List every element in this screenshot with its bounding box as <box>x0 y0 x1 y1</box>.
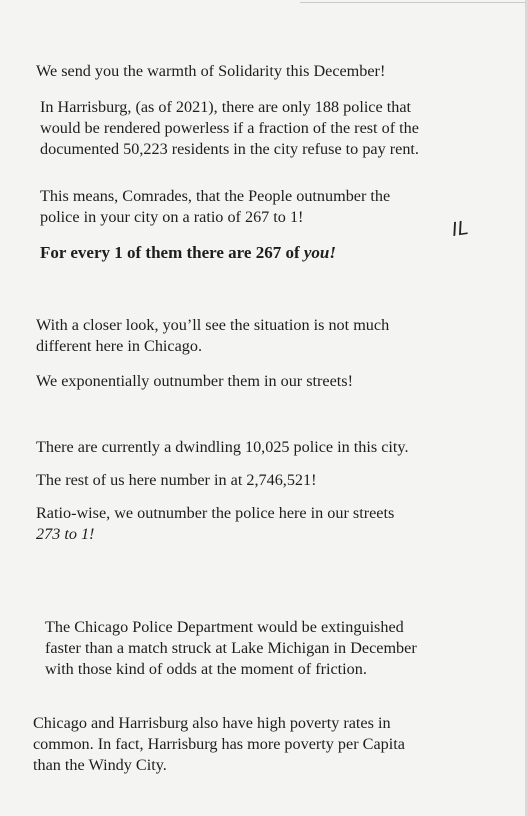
chicago-intro-paragraph <box>36 315 389 357</box>
text-line: with those kind of odds at the moment of friction. <box>45 660 367 678</box>
chicago-ratio-paragraph <box>36 503 394 545</box>
text-line: This means, Comrades, that the People outnumber the <box>40 187 391 205</box>
harrisburg-paragraph <box>40 97 419 160</box>
text-line: common. In fact, Harrisburg has more poverty per Capita <box>33 735 405 753</box>
text-line: different here in Chicago. <box>36 337 203 355</box>
text-line: would be rendered powerless if a fraction of the rest of the <box>40 119 419 137</box>
outnumber-line: We exponentially outnumber them in our streets! <box>36 372 353 390</box>
ratio-paragraph <box>40 186 390 228</box>
text-line: In Harrisburg, (as of 2021), there are only 188 police that <box>40 98 412 116</box>
emphasis-main: For every 1 of them there are 267 of <box>40 243 304 262</box>
residents-count-line: The rest of us here number in at 2,746,521! <box>36 471 317 489</box>
police-count-line: There are currently a dwindling 10,025 police in this city. <box>36 438 409 456</box>
handwritten-annotation: IL <box>450 216 470 242</box>
text-line: With a closer look, you’ll see the situation is not much <box>36 316 390 334</box>
text-line: faster than a match struck at Lake Michigan in December <box>45 639 417 657</box>
text-line: The Chicago Police Department would be extinguished <box>45 618 404 636</box>
text-line-italic: 273 to 1! <box>36 525 95 543</box>
page-edge-top <box>300 2 528 3</box>
cpd-paragraph <box>45 617 417 680</box>
emphasis-you: you! <box>303 243 337 262</box>
emphasis-line <box>40 242 336 263</box>
text-line: Chicago and Harrisburg also have high poverty rates in <box>33 714 391 732</box>
greeting-line: We send you the warmth of Solidarity this December! <box>36 62 386 80</box>
text-line: documented 50,223 residents in the city refuse to pay rent. <box>40 140 419 158</box>
text-line: police in your city on a ratio of 267 to 1! <box>40 208 304 226</box>
poverty-paragraph <box>33 713 405 776</box>
text-line: Ratio-wise, we outnumber the police here in our streets <box>36 504 395 522</box>
text-line: than the Windy City. <box>33 756 167 774</box>
